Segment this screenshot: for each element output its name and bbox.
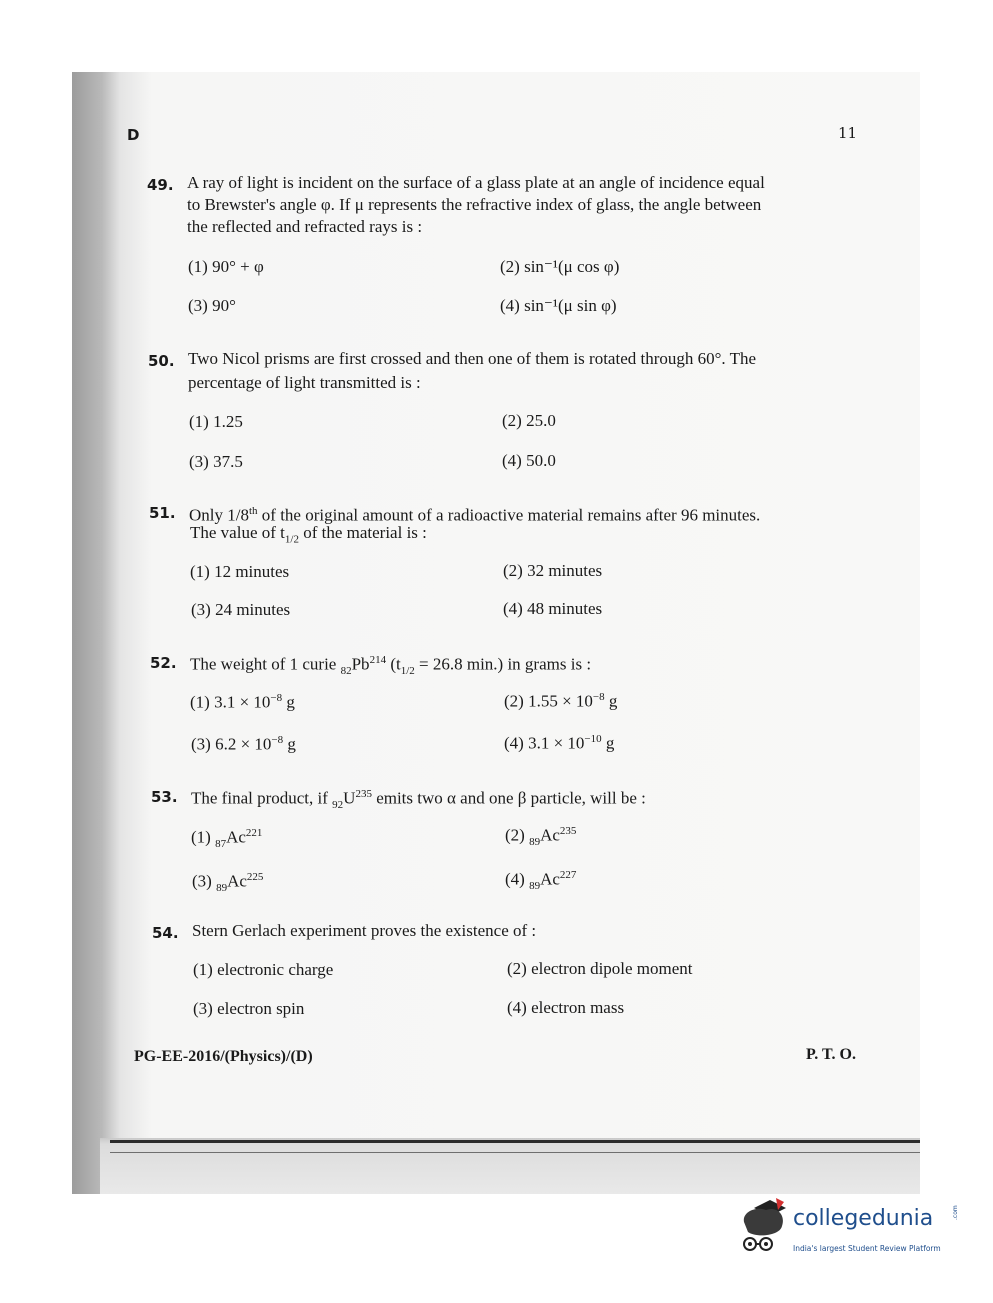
option: (2) 32 minutes: [503, 561, 603, 580]
please-turn-over: P. T. O.: [806, 1046, 856, 1063]
question-number: 51.: [149, 504, 176, 522]
option: (4) 48 minutes: [503, 599, 603, 618]
option: (1) $3.1 \times 10^{-8}$ g: [190, 692, 295, 712]
option: (4) 50.0: [502, 451, 556, 470]
option: (2) $1.55 \times 10^{-8}$ g: [504, 691, 618, 711]
option: (4) $3.1 \times 10^{-10}$ g: [504, 733, 615, 753]
brand-tagline: India's largest Student Review Platform: [793, 1244, 941, 1253]
student-mascot-icon: [736, 1196, 796, 1256]
question-text-line: percentage of light transmitted is :: [188, 373, 421, 392]
option: (4) electron mass: [507, 998, 625, 1017]
question-text-line: Stern Gerlach experiment proves the existence of :: [192, 921, 537, 940]
option: (4) $_{89}Ac^{227}$: [505, 869, 577, 893]
question-text-line: The weight of 1 curie $_{82}Pb^{214}$ ($t_{1/2} = 26.8$ min.) in grams is :: [190, 654, 592, 678]
series-label: D: [127, 126, 140, 144]
option: (3) electron spin: [193, 999, 305, 1018]
option: (2) sin⁻¹(μ cos φ): [500, 257, 620, 276]
paper-code: PG-EE-2016/(Physics)/(D): [134, 1048, 313, 1065]
option: (3) $_{89}Ac^{225}$: [192, 871, 264, 895]
option: (1) 90° + φ: [188, 257, 264, 276]
option: (1) 12 minutes: [190, 562, 290, 581]
page-bottom-rule-thin: [110, 1152, 920, 1153]
option: (1) 1.25: [189, 412, 243, 431]
question-number: 54.: [152, 924, 179, 942]
option: (1) electronic charge: [193, 960, 334, 979]
question-number: 53.: [151, 788, 178, 806]
brand-domain: .com: [952, 1205, 959, 1220]
option: (2) 25.0: [502, 411, 556, 430]
scanned-page: [72, 72, 920, 1194]
option: (3) 24 minutes: [191, 600, 291, 619]
question-text-line: The value of $t_{1/2}$ of the material is :: [190, 523, 427, 546]
page-number: 11: [838, 124, 858, 142]
option: (3) 37.5: [189, 452, 243, 471]
question-number: 52.: [150, 654, 177, 672]
option: (3) $6.2 \times 10^{-8}$ g: [191, 734, 296, 754]
option: (2) $_{89}Ac^{235}$: [505, 825, 577, 849]
option: (1) $_{87}Ac^{221}$: [191, 827, 263, 851]
page-bottom-rule: [110, 1140, 920, 1143]
question-text-line: Two Nicol prisms are first crossed and then one of them is rotated through 60°. The: [188, 349, 757, 368]
option: (3) 90°: [188, 296, 236, 315]
question-text-line: to Brewster's angle φ. If μ represents the refractive index of glass, the angle between: [187, 195, 762, 214]
brand-name: collegedunia: [793, 1206, 934, 1231]
question-text-line: A ray of light is incident on the surface of a glass plate at an angle of incidence equal: [187, 173, 765, 192]
option: (2) electron dipole moment: [507, 959, 693, 978]
question-text-line: The final product, if $_{92}U^{235}$ emits two α and one β particle, will be :: [191, 788, 646, 812]
question-number: 49.: [147, 176, 174, 194]
option: (4) sin⁻¹(μ sin φ): [500, 296, 617, 315]
question-text-line: Only 1/8th of the original amount of a radioactive material remains after 96 minutes.: [189, 505, 761, 525]
question-text-line: the reflected and refracted rays is :: [187, 217, 423, 236]
question-number: 50.: [148, 352, 175, 370]
page-bottom-shadow: [100, 1138, 920, 1194]
